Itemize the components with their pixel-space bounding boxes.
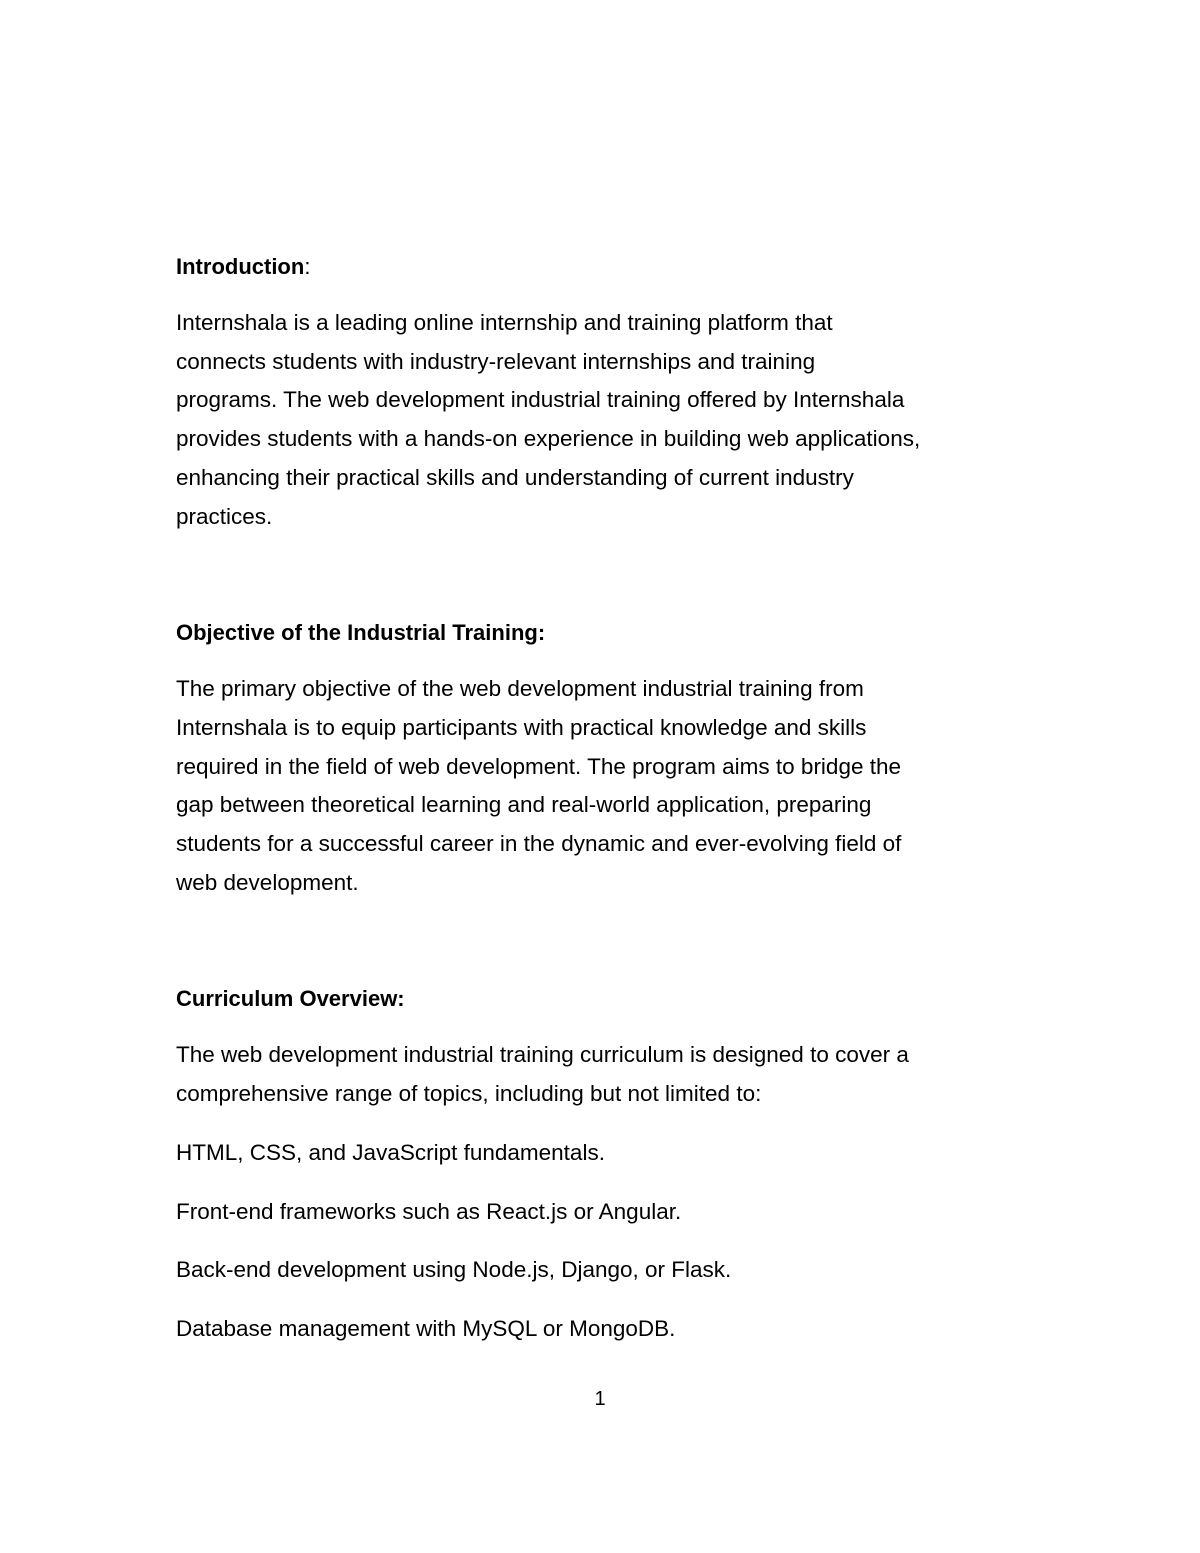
section-paragraph xyxy=(176,1036,1036,1113)
paragraph-line: enhancing their practical skills and understanding of current industry xyxy=(176,464,854,490)
paragraph-line: programs. The web development industrial training offered by Internshala xyxy=(176,387,905,413)
curriculum-item: Back-end development using Node.js, Django, or Flask. xyxy=(176,1257,732,1283)
section-objective xyxy=(176,616,1036,902)
paragraph-line: Internshala is to equip participants with practical knowledge and skills xyxy=(176,714,867,740)
section-paragraph xyxy=(176,670,1036,902)
section-heading: Curriculum Overview: xyxy=(176,986,405,1012)
section-introduction xyxy=(176,250,1036,536)
paragraph-line: required in the field of web development. The program aims to bridge the xyxy=(176,753,901,779)
paragraph-line: provides students with a hands-on experience in building web applications, xyxy=(176,426,921,452)
paragraph-line: comprehensive range of topics, including but not limited to: xyxy=(176,1081,762,1107)
paragraph-line: The primary objective of the web development industrial training from xyxy=(176,676,864,702)
section-heading: Objective of the Industrial Training: xyxy=(176,620,546,646)
paragraph-line: students for a successful career in the dynamic and ever-evolving field of xyxy=(176,831,902,857)
section-spacer xyxy=(176,536,1036,616)
curriculum-item: Database management with MySQL or MongoDB. xyxy=(176,1315,676,1341)
paragraph-line: gap between theoretical learning and real-world application, preparing xyxy=(176,792,872,818)
section-paragraph xyxy=(176,304,1036,536)
page-number: 1 xyxy=(594,1388,606,1410)
paragraph-line: web development. xyxy=(176,869,359,895)
paragraph-line: The web development industrial training curriculum is designed to cover a xyxy=(176,1042,909,1068)
paragraph-line: connects students with industry-relevant internships and training xyxy=(176,348,816,374)
section-spacer xyxy=(176,902,1036,982)
section-curriculum xyxy=(176,982,1036,1348)
paragraph-line: Internshala is a leading online internship and training platform that xyxy=(176,310,833,335)
paragraph-line: practices. xyxy=(176,503,273,529)
section-heading: Introduction: xyxy=(176,254,311,279)
page-content xyxy=(176,250,1036,1349)
curriculum-item: HTML, CSS, and JavaScript fundamentals. xyxy=(176,1139,605,1165)
curriculum-item: Front-end frameworks such as React.js or Angular. xyxy=(176,1198,682,1224)
